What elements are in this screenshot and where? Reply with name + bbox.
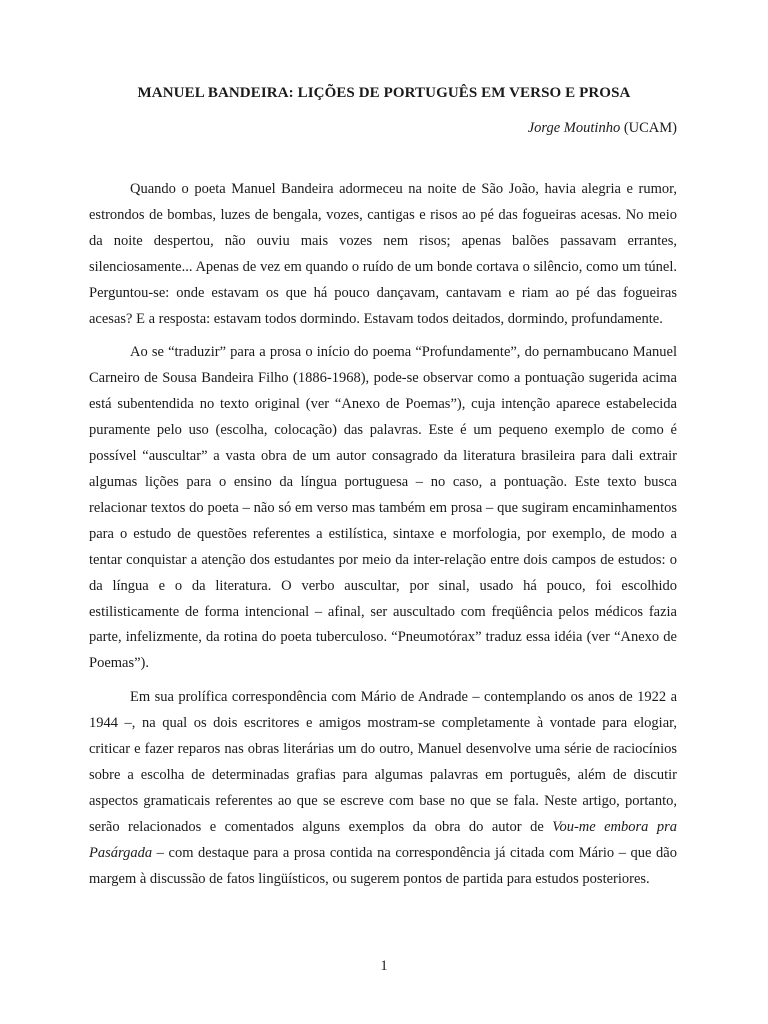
author-line [528,120,677,137]
page-number: 1 [380,958,388,974]
book-title: Vou-me embora pra Pasárgada [89,818,677,861]
author-name: Jorge Moutinho [527,120,621,136]
document-title: MANUEL BANDEIRA: LIÇÕES DE PORTUGUÊS EM VERSO E PROSA [137,85,631,101]
paragraph-1: Quando o poeta Manuel Bandeira adormeceu na noite de São João, havia alegria e rumor, estrondos de bombas, luzes de bengala, vozes, cantigas e risos ao pé das fogueiras acesas. No meio da noite despertou, não ouviu mais vozes nem risos; apenas balões passavam errantes, silenciosamente... Apenas de vez em quando o ruído de um bonde cortava o silêncio, como um túnel. Perguntou-se: onde estavam os que há pouco dançavam, cantavam e riam ao pé das fogueiras acesas? E a resposta: estavam todos dormindo. Estavam todos deitados, dormindo, profundamente. [89,181,677,327]
author-affiliation: (UCAM) [620,120,677,136]
body-text [89,177,677,900]
paragraph-3-text-before: Em sua prolífica correspondência com Mário de Andrade – contemplando os anos de 1922 a 1944 –, na qual os dois escritores e amigos mostram-se completamente à vontade para elogiar, criticar e fazer reparos nas obras literárias um do outro, Manuel desenvolve uma série de raciocínios sobre a escolha de determinadas grafias para algumas palavras em português, além de discutir aspectos gramaticais referentes ao que se escreve com base no que se fala. Neste artigo, portanto, serão relacionados e comentados alguns exemplos da obra do autor de [89,689,677,835]
paragraph-3-text-after: – com destaque para a prosa contida na correspondência já citada com Mário – que dão margem à discussão de fatos lingüísticos, ou sugerem pontos de partida para estudos posteriores. [89,844,677,887]
paragraph-2: Ao se “traduzir” para a prosa o início do poema “Profundamente”, do pernambucano Manuel Carneiro de Sousa Bandeira Filho (1886-1968), pode-se observar como a pontuação sugerida acima está subentendida no texto original (ver “Anexo de Poemas”), cuja intenção aparece estabelecida puramente pelo uso (escolha, colocação) das palavras. Este é um pequeno exemplo de como é possível “auscultar” a vasta obra de um autor consagrado da literatura brasileira para dali extrair algumas lições para o ensino da língua portuguesa – no caso, a pontuação. Este texto busca relacionar textos do poeta – não só em verso mas também em prosa – que sugiram encaminhamentos para o estudo de questões referentes a estilística, sintaxe e morfologia, por exemplo, de modo a tentar conquistar a atenção dos estudantes por meio da inter-relação entre dois campos de estudos: o da língua e o da literatura. O verbo auscultar, por sinal, usado há pouco, foi escolhido estilisticamente de forma intencional – afinal, ser auscultado com freqüência pelos médicos fazia parte, infelizmente, da rotina do poeta tuberculoso. “Pneumotórax” traduz essa idéia (ver “Anexo de Poemas”). [89,344,677,672]
paragraph-3 [89,685,677,892]
